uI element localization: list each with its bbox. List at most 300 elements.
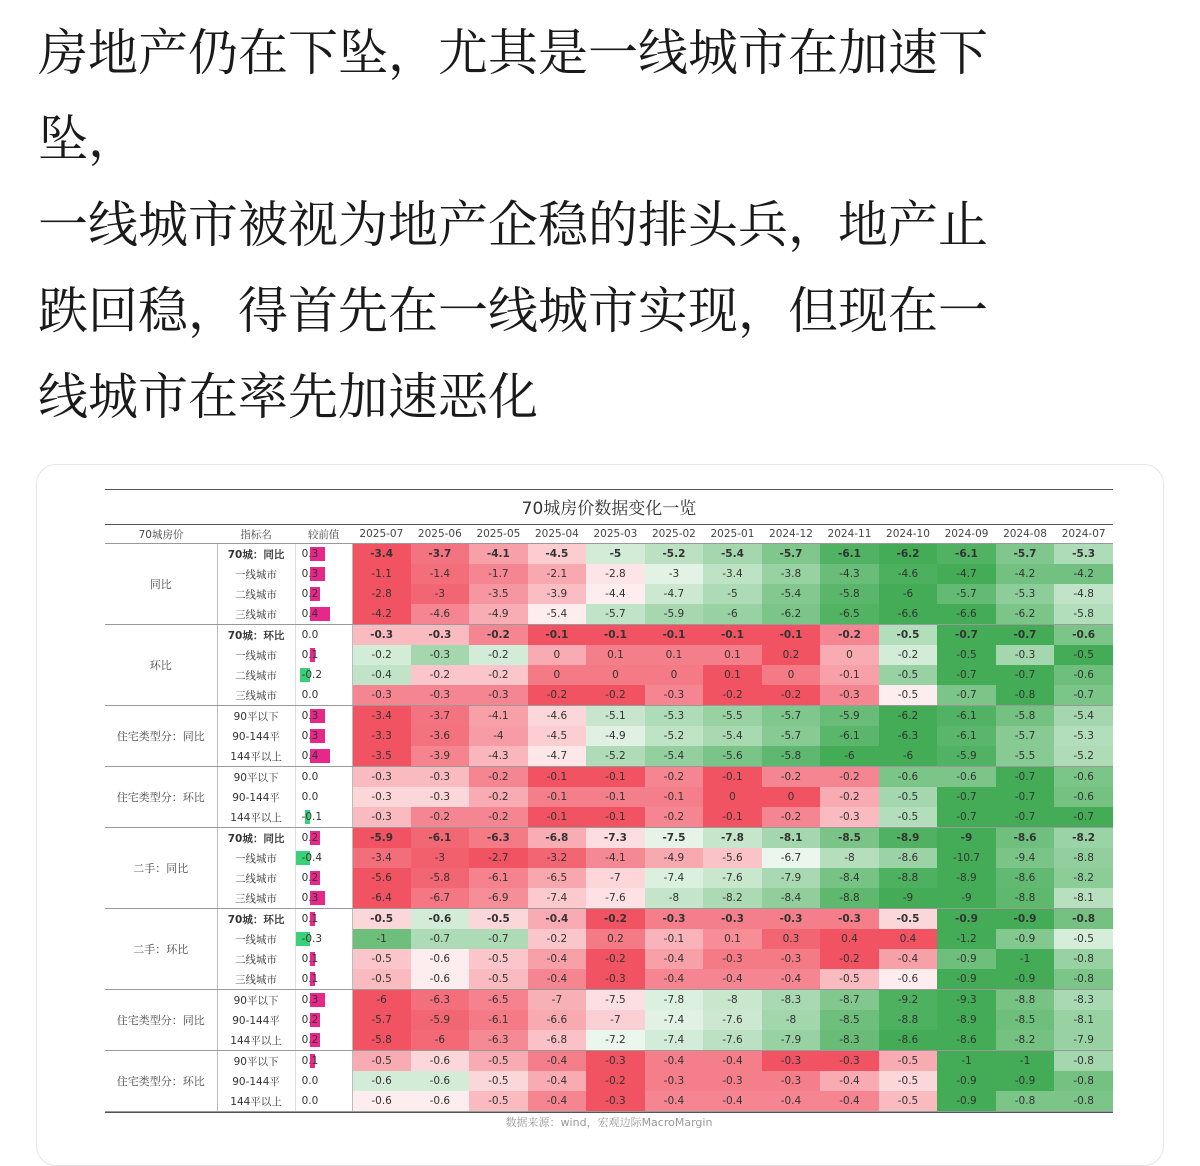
value-cell: -5.7 [762,726,821,746]
value-cell: -4.6 [411,604,470,625]
indicator-name: 144平以上 [217,746,295,767]
value-cell: -7 [586,1010,645,1030]
table-row [105,767,1113,788]
value-cell: -5.8 [352,1030,411,1051]
change-value: 0.4 [301,608,319,620]
value-cell: -0.6 [937,767,996,788]
value-cell: -6.7 [762,848,821,868]
value-cell: -0.1 [703,767,762,788]
value-cell: -5.8 [996,706,1055,727]
value-cell: -5.8 [1054,604,1113,625]
change-value: -0.2 [301,669,323,681]
change-value: -0.3 [301,933,323,945]
change-vs-prior-cell [295,990,352,1011]
value-cell: -0.7 [937,787,996,807]
change-value: 0.3 [301,994,319,1006]
value-cell: -5.2 [586,746,645,767]
change-value: -0.4 [301,852,323,864]
value-cell: -0.1 [528,625,587,646]
post-text-line: 跌回稳，得首先在一线城市实现，但现在一 [38,282,988,340]
value-cell: -4.1 [469,706,528,727]
value-cell: -0.5 [937,645,996,665]
value-cell: -0.8 [1054,949,1113,969]
value-cell: -0.7 [937,665,996,685]
value-cell: -0.1 [586,625,645,646]
value-cell: -0.2 [469,665,528,685]
value-cell: -0.5 [879,1071,938,1091]
value-cell: 0 [645,665,704,685]
value-cell: -0.7 [996,625,1055,646]
value-cell: -6.1 [411,828,470,849]
value-cell: -0.7 [996,787,1055,807]
value-cell: -8.1 [762,828,821,849]
value-cell: 0 [762,665,821,685]
value-cell: -6 [411,1030,470,1051]
value-cell: -4.3 [820,564,879,584]
value-cell: 0.1 [586,645,645,665]
value-cell: -6.4 [352,888,411,909]
change-value: 0.1 [301,973,319,985]
change-value: 0.0 [301,1095,319,1107]
value-cell: -5.7 [762,544,821,565]
indicator-name: 70城：环比 [217,909,295,930]
value-cell: -0.3 [645,909,704,930]
indicator-name: 70城：同比 [217,544,295,565]
value-cell: -6 [352,990,411,1011]
value-cell: -3.5 [352,746,411,767]
change-vs-prior-cell [295,604,352,625]
value-cell: -7.3 [586,828,645,849]
value-cell: -8.9 [937,868,996,888]
change-vs-prior-cell [295,1030,352,1051]
value-cell: -0.3 [645,1071,704,1091]
value-cell: -4.5 [528,544,587,565]
post-text-line: 坠， [38,110,138,168]
indicator-name: 70城：同比 [217,828,295,849]
post-text-line: 线城市在率先加速恶化 [38,368,538,426]
change-vs-prior-cell [295,828,352,849]
indicator-name: 一线城市 [217,929,295,949]
value-cell: -8.6 [879,848,938,868]
column-header: 2025-06 [411,525,470,544]
value-cell: -8.6 [937,1030,996,1051]
value-cell: -0.4 [762,969,821,990]
value-cell: -3.9 [411,746,470,767]
table-row [105,665,1113,685]
data-source-note: 数据来源：wind，宏观边际MacroMargin [105,1112,1113,1133]
value-cell: -0.3 [411,645,470,665]
value-cell: -5.8 [820,584,879,604]
value-cell: -0.5 [352,949,411,969]
table-row [105,1010,1113,1030]
value-cell: -0.7 [996,807,1055,828]
value-cell: -0.6 [1054,665,1113,685]
value-cell: 0.3 [762,929,821,949]
value-cell: -5.3 [645,706,704,727]
value-cell: -0.1 [820,665,879,685]
value-cell: -6.8 [528,828,587,849]
value-cell: -0.2 [586,1071,645,1091]
value-cell: -1.1 [352,564,411,584]
table-row [105,645,1113,665]
indicator-name: 三线城市 [217,604,295,625]
value-cell: -0.1 [703,625,762,646]
value-cell: -0.2 [528,929,587,949]
value-cell: -5.9 [645,604,704,625]
value-cell: -0.6 [879,767,938,788]
column-header: 2024-09 [937,525,996,544]
column-header: 2024-12 [762,525,821,544]
value-cell: -0.6 [411,949,470,969]
change-vs-prior-cell [295,625,352,646]
column-header: 较前值 [295,525,352,544]
value-cell: -3.6 [411,726,470,746]
value-cell: -0.4 [703,1051,762,1072]
change-value: 0.2 [301,872,319,884]
post-text [38,10,1158,440]
value-cell: -8 [703,990,762,1011]
table-row [105,1051,1113,1072]
value-cell: -6.5 [820,604,879,625]
value-cell: -5 [586,544,645,565]
change-value: 0.3 [301,548,319,560]
value-cell: -7.6 [703,1010,762,1030]
value-cell: -8 [645,888,704,909]
table-row [105,564,1113,584]
column-header: 2024-07 [1054,525,1113,544]
value-cell: -5.3 [1054,726,1113,746]
value-cell: -0.4 [703,969,762,990]
column-header: 2024-11 [820,525,879,544]
value-cell: -0.9 [937,949,996,969]
value-cell: -5.3 [996,584,1055,604]
value-cell: -3.5 [469,584,528,604]
value-cell: -6.1 [937,544,996,565]
change-vs-prior-cell [295,1010,352,1030]
value-cell: -0.3 [820,807,879,828]
value-cell: -2.1 [528,564,587,584]
value-cell: -8.5 [996,1010,1055,1030]
value-cell: -0.7 [1054,807,1113,828]
value-cell: -7 [586,868,645,888]
change-value: 0.4 [301,750,319,762]
value-cell: 0.2 [762,645,821,665]
row-group-label: 住宅类型分：同比 [105,706,217,767]
value-cell: -4.6 [528,706,587,727]
value-cell: -3.4 [352,706,411,727]
change-vs-prior-cell [295,767,352,788]
table-row [105,625,1113,646]
value-cell: 0 [762,787,821,807]
value-cell: -6.1 [820,726,879,746]
value-cell: -0.2 [820,625,879,646]
value-cell: -0.3 [352,767,411,788]
value-cell: -0.6 [411,969,470,990]
value-cell: -5.9 [820,706,879,727]
value-cell: -8.4 [820,868,879,888]
value-cell: -5.4 [1054,706,1113,727]
indicator-name: 一线城市 [217,645,295,665]
value-cell: -0.2 [820,787,879,807]
change-vs-prior-cell [295,868,352,888]
change-vs-prior-cell [295,544,352,565]
table-row [105,929,1113,949]
value-cell: -3.8 [762,564,821,584]
value-cell: -8.8 [1054,848,1113,868]
value-cell: -7.5 [586,990,645,1011]
value-cell: -0.3 [411,625,470,646]
value-cell: -0.5 [469,949,528,969]
value-cell: -0.1 [703,807,762,828]
change-vs-prior-cell [295,949,352,969]
table-row [105,1071,1113,1091]
value-cell: -0.5 [352,1051,411,1072]
column-header: 指标名 [217,525,295,544]
column-header: 2025-01 [703,525,762,544]
change-value: 0.1 [301,1055,319,1067]
value-cell: -0.3 [586,1051,645,1072]
value-cell: -0.3 [586,969,645,990]
value-cell: -0.3 [469,685,528,706]
value-cell: -0.6 [411,1071,470,1091]
value-cell: -0.1 [762,625,821,646]
value-cell: -0.6 [1054,625,1113,646]
value-cell: -0.1 [586,767,645,788]
value-cell: -7 [528,990,587,1011]
value-cell: -4.1 [586,848,645,868]
value-cell: -7.4 [645,1030,704,1051]
indicator-name: 二线城市 [217,949,295,969]
value-cell: 0 [528,645,587,665]
value-cell: -0.7 [937,685,996,706]
table-title: 70城房价数据变化一览 [105,489,1113,525]
table-row [105,868,1113,888]
indicator-name: 144平以上 [217,807,295,828]
value-cell: -0.1 [645,929,704,949]
value-cell: -5.6 [703,848,762,868]
value-cell: -5.2 [645,726,704,746]
value-cell: -0.5 [352,909,411,930]
value-cell: -8.9 [937,1010,996,1030]
value-cell: -0.6 [352,1091,411,1112]
value-cell: -4 [469,726,528,746]
value-cell: -5.2 [645,544,704,565]
value-cell: -8.3 [820,1030,879,1051]
value-cell: -0.4 [352,665,411,685]
table-row [105,909,1113,930]
value-cell: -0.5 [879,787,938,807]
value-cell: -8.6 [879,1030,938,1051]
table-row [105,604,1113,625]
value-cell: -4.7 [645,584,704,604]
value-cell: -0.2 [645,807,704,828]
value-cell: -0.9 [937,969,996,990]
change-vs-prior-cell [295,645,352,665]
value-cell: -0.2 [879,645,938,665]
value-cell: -10.7 [937,848,996,868]
value-cell: -0.9 [996,969,1055,990]
change-vs-prior-cell [295,584,352,604]
value-cell: -1.4 [411,564,470,584]
value-cell: -8.3 [1054,990,1113,1011]
value-cell: -0.3 [820,1051,879,1072]
value-cell: -0.3 [762,1051,821,1072]
value-cell: -1.2 [937,929,996,949]
value-cell: -8.4 [762,888,821,909]
change-value: 0.3 [301,568,319,580]
indicator-name: 三线城市 [217,969,295,990]
value-cell: -4.3 [469,746,528,767]
price-table [105,525,1113,1112]
indicator-name: 二线城市 [217,868,295,888]
value-cell: -8.7 [820,990,879,1011]
value-cell: -4.9 [469,604,528,625]
row-group-label: 同比 [105,544,217,625]
value-cell: -0.8 [996,1091,1055,1112]
value-cell: -3.4 [703,564,762,584]
value-cell: -0.4 [645,1051,704,1072]
value-cell: -0.2 [469,787,528,807]
value-cell: -3.2 [528,848,587,868]
column-header: 2025-05 [469,525,528,544]
change-value: 0.2 [301,832,319,844]
value-cell: 0.1 [703,665,762,685]
indicator-name: 144平以上 [217,1030,295,1051]
value-cell: -5.8 [762,746,821,767]
change-vs-prior-cell [295,726,352,746]
value-cell: -0.5 [352,969,411,990]
table-row [105,969,1113,990]
indicator-name: 三线城市 [217,685,295,706]
table-row [105,706,1113,727]
value-cell: -7.6 [703,868,762,888]
table-row [105,1091,1113,1112]
change-value: 0.0 [301,689,319,701]
table-header-row [105,525,1113,544]
value-cell: -8.2 [703,888,762,909]
value-cell: -0.4 [820,1071,879,1091]
value-cell: -0.8 [1054,969,1113,990]
value-cell: -9 [937,828,996,849]
value-cell: -6.1 [469,1010,528,1030]
change-value: 0.0 [301,1075,319,1087]
value-cell: -2.7 [469,848,528,868]
value-cell: -0.2 [469,645,528,665]
value-cell: -0.2 [820,767,879,788]
value-cell: -0.2 [820,949,879,969]
value-cell: -9 [879,888,938,909]
value-cell: -0.6 [411,1091,470,1112]
value-cell: -3.9 [528,584,587,604]
change-value: 0.2 [301,1014,319,1026]
value-cell: -3.3 [352,726,411,746]
value-cell: -7.8 [645,990,704,1011]
value-cell: -6 [879,746,938,767]
value-cell: -6 [820,746,879,767]
value-cell: -0.6 [352,1071,411,1091]
row-group-label: 二手：同比 [105,828,217,909]
value-cell: -8.8 [879,868,938,888]
value-cell: 0 [820,645,879,665]
value-cell: -0.8 [1054,1091,1113,1112]
value-cell: 0.4 [879,929,938,949]
value-cell: 0 [703,787,762,807]
value-cell: -9.4 [996,848,1055,868]
table-row [105,848,1113,868]
value-cell: -5.4 [528,604,587,625]
value-cell: -1 [352,929,411,949]
value-cell: -6 [703,604,762,625]
value-cell: -4.6 [879,564,938,584]
value-cell: -0.3 [820,909,879,930]
value-cell: -2.8 [586,564,645,584]
price-table-image [105,489,1113,1133]
value-cell: -0.7 [996,767,1055,788]
value-cell: -4.7 [528,746,587,767]
column-header: 2024-08 [996,525,1055,544]
value-cell: -0.6 [1054,787,1113,807]
value-cell: -1 [996,949,1055,969]
value-cell: -0.8 [1054,1071,1113,1091]
value-cell: -6.3 [469,828,528,849]
value-cell: -0.2 [411,807,470,828]
value-cell: -0.1 [528,807,587,828]
value-cell: -0.2 [586,685,645,706]
value-cell: -0.7 [996,665,1055,685]
value-cell: -6.5 [469,990,528,1011]
change-vs-prior-cell [295,706,352,727]
value-cell: -6.1 [469,868,528,888]
value-cell: -0.6 [411,909,470,930]
value-cell: -0.3 [352,787,411,807]
value-cell: -0.5 [879,909,938,930]
table-row [105,584,1113,604]
value-cell: -0.3 [352,807,411,828]
value-cell: -0.3 [820,685,879,706]
indicator-name: 一线城市 [217,564,295,584]
value-cell: -0.4 [528,969,587,990]
value-cell: -8.3 [762,990,821,1011]
table-row [105,949,1113,969]
value-cell: -0.3 [586,1091,645,1112]
value-cell: -5.6 [703,746,762,767]
column-header: 2024-10 [879,525,938,544]
value-cell: -0.2 [762,685,821,706]
value-cell: -8.9 [879,828,938,849]
value-cell: -0.4 [762,1091,821,1112]
indicator-name: 二线城市 [217,665,295,685]
value-cell: -0.6 [411,1051,470,1072]
value-cell: -6.7 [411,888,470,909]
change-value: 0.3 [301,892,319,904]
value-cell: -7.6 [703,1030,762,1051]
value-cell: -6.6 [879,604,938,625]
value-cell: -0.3 [762,949,821,969]
change-value: 0.3 [301,710,319,722]
value-cell: -7.8 [703,828,762,849]
value-cell: -5.5 [996,746,1055,767]
indicator-name: 90-144平 [217,1071,295,1091]
value-cell: -6.6 [528,1010,587,1030]
value-cell: -5.4 [703,544,762,565]
value-cell: -5 [703,584,762,604]
value-cell: -0.8 [1054,1051,1113,1072]
column-header: 2025-03 [586,525,645,544]
value-cell: -0.5 [879,685,938,706]
value-cell: -0.3 [352,625,411,646]
change-vs-prior-cell [295,746,352,767]
value-cell: -0.2 [352,645,411,665]
